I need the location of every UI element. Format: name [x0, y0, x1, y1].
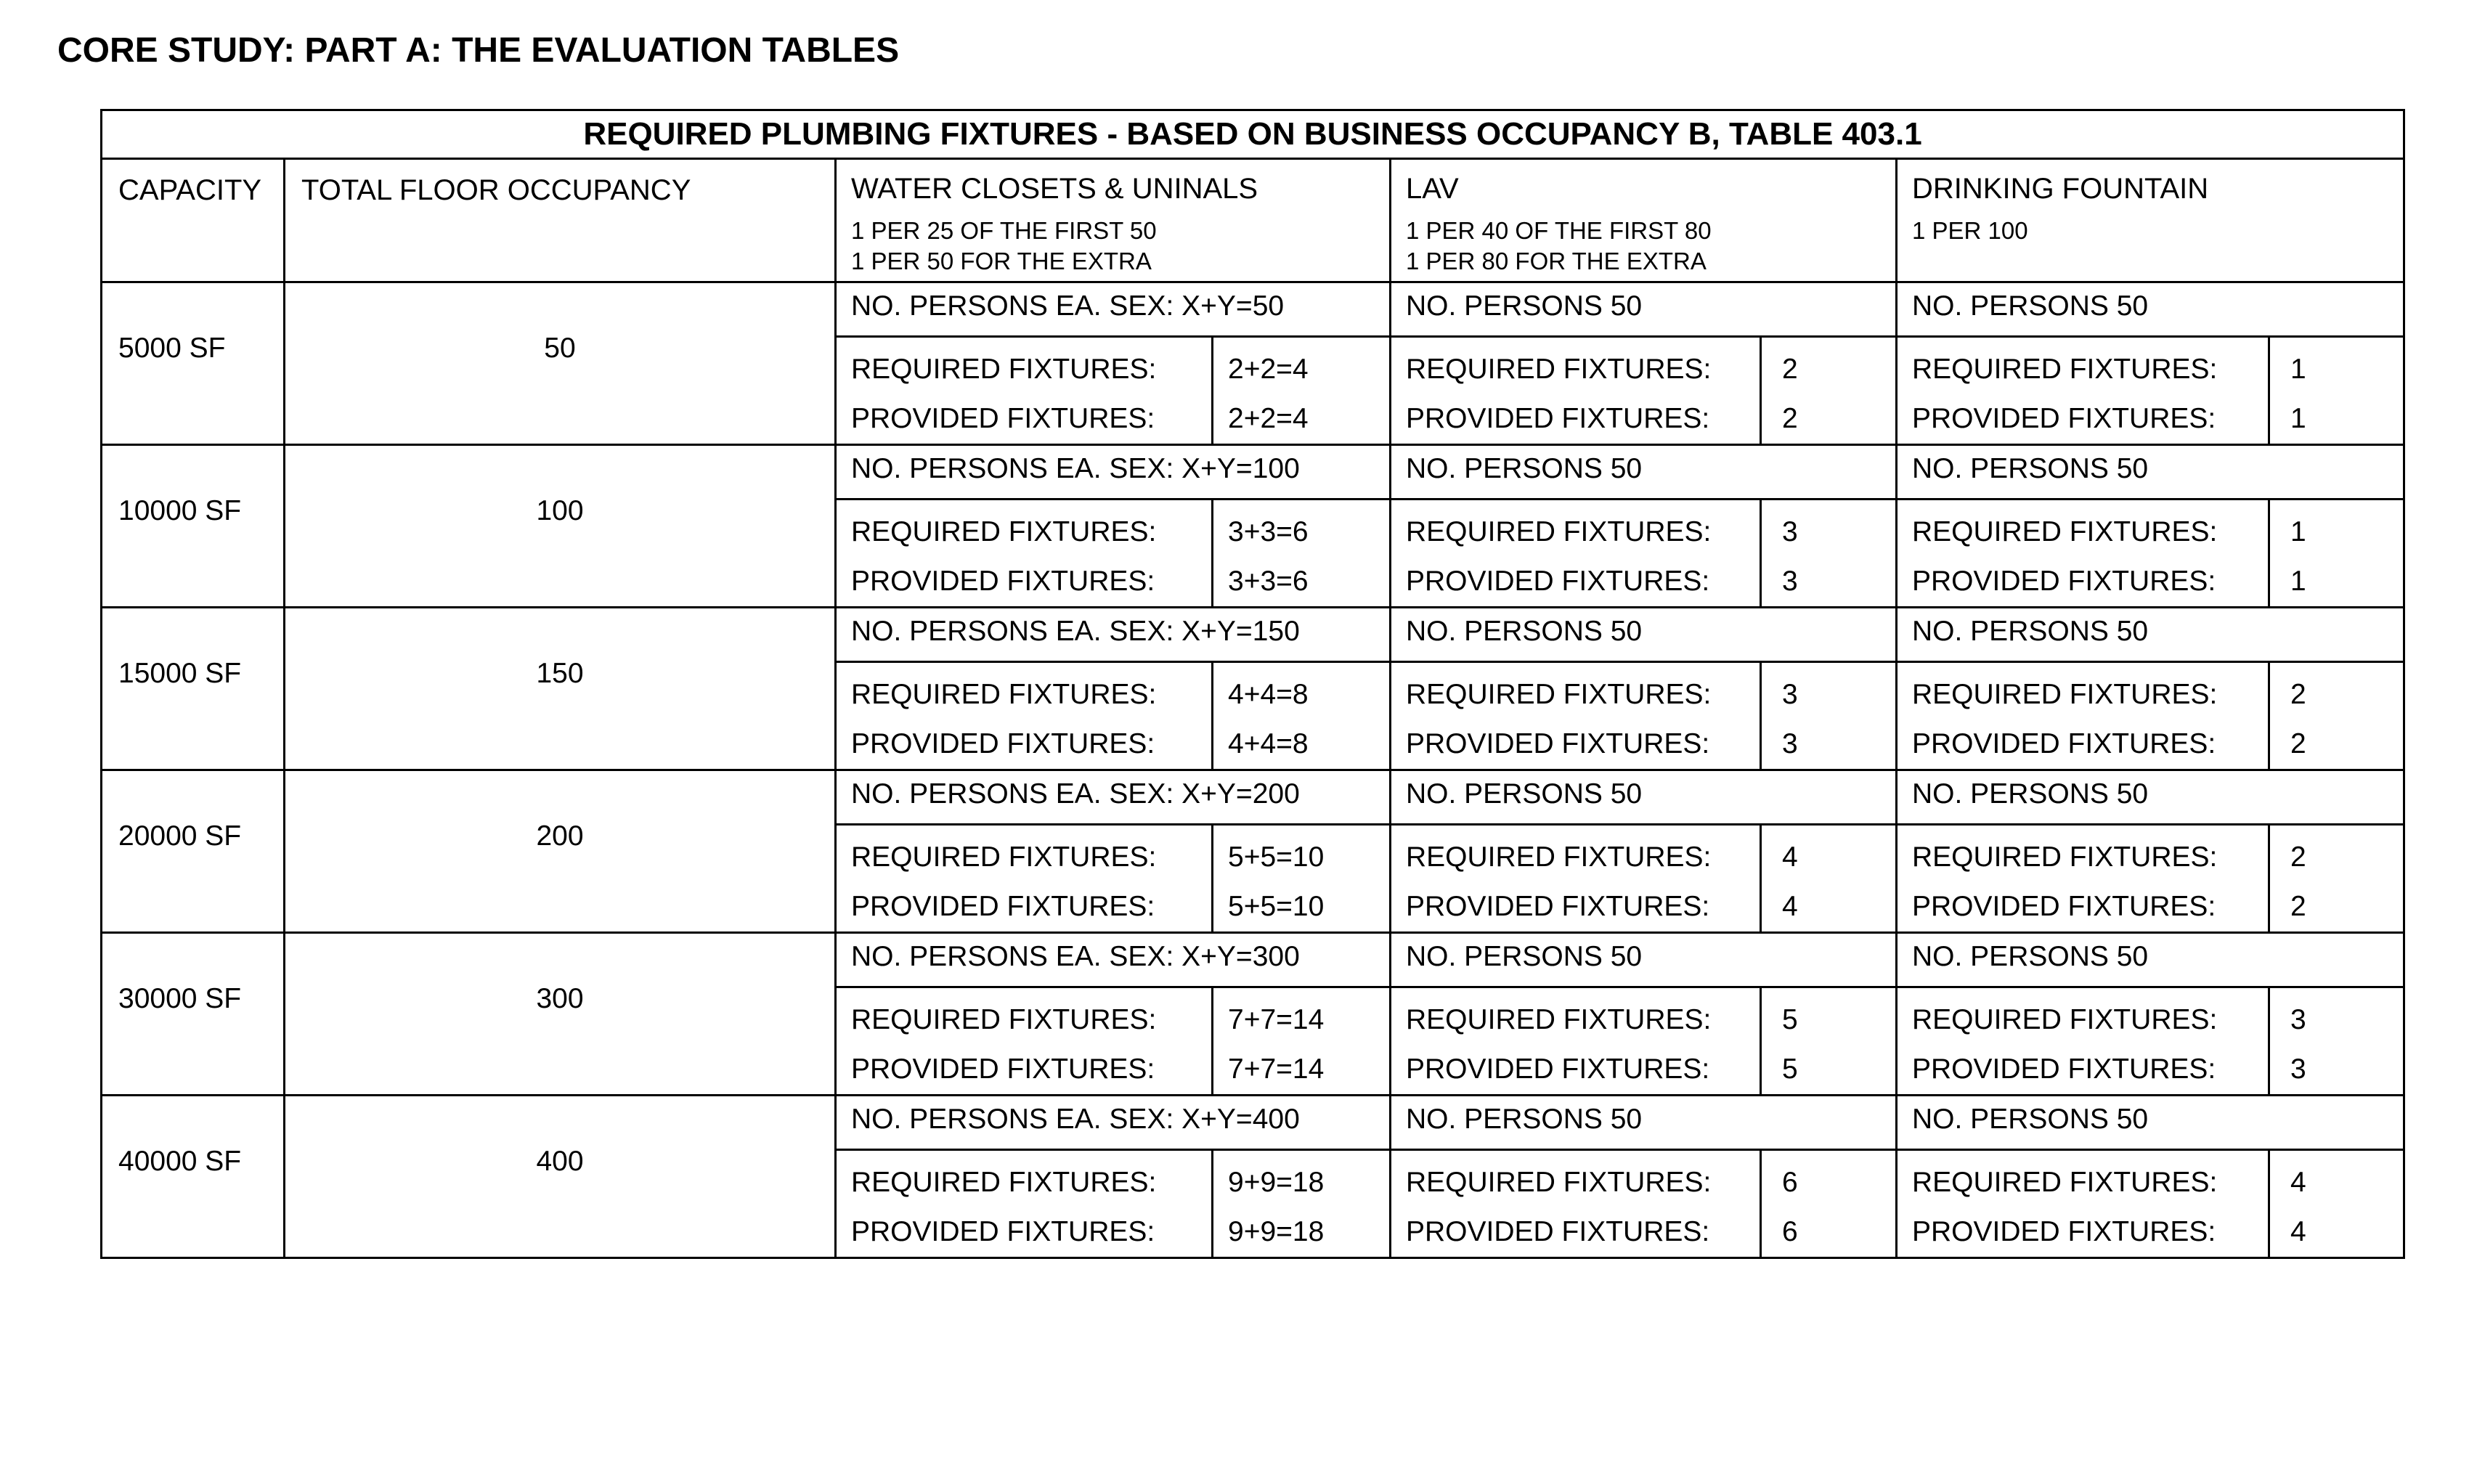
provided-fixtures-label: PROVIDED FIXTURES: — [1912, 1053, 2216, 1085]
lav-provided-value: 3 — [1782, 566, 1798, 597]
water-closets-labels — [836, 825, 1213, 933]
fountain-provided-value: 3 — [2290, 1053, 2306, 1085]
fountain-provided-value: 1 — [2290, 403, 2306, 434]
lav-labels — [1391, 662, 1761, 770]
fountain-persons: NO. PERSONS 50 — [1897, 608, 2404, 662]
table-row — [102, 1096, 2404, 1150]
fountain-values — [2269, 500, 2404, 608]
header-lav-rule-2: 1 PER 80 FOR THE EXTRA — [1406, 248, 1707, 274]
required-fixtures-label: REQUIRED FIXTURES: — [1406, 1167, 1712, 1198]
provided-fixtures-label: PROVIDED FIXTURES: — [1912, 728, 2216, 759]
header-lav-rule-1: 1 PER 40 OF THE FIRST 80 — [1406, 217, 1712, 244]
water-closets-provided-value: 4+4=8 — [1228, 728, 1309, 759]
capacity-cell: 15000 SF — [102, 608, 285, 770]
water-closets-required-value: 7+7=14 — [1228, 1004, 1325, 1035]
provided-fixtures-label: PROVIDED FIXTURES: — [1406, 403, 1710, 434]
fountain-persons: NO. PERSONS 50 — [1897, 1096, 2404, 1150]
fountain-persons: NO. PERSONS 50 — [1897, 770, 2404, 825]
table-row — [102, 282, 2404, 337]
provided-fixtures-label: PROVIDED FIXTURES: — [1406, 1053, 1710, 1085]
fountain-persons: NO. PERSONS 50 — [1897, 445, 2404, 500]
header-drinking-fountain-title: DRINKING FOUNTAIN — [1912, 173, 2209, 205]
lav-values — [1761, 500, 1897, 608]
lav-persons: NO. PERSONS 50 — [1391, 933, 1897, 987]
occupancy-cell: 300 — [285, 933, 836, 1096]
lav-required-value: 3 — [1782, 516, 1798, 547]
fountain-required-value: 1 — [2290, 516, 2306, 547]
lav-values — [1761, 825, 1897, 933]
required-fixtures-label: REQUIRED FIXTURES: — [1912, 679, 2218, 710]
water-closets-provided-value: 3+3=6 — [1228, 566, 1309, 597]
fountain-required-value: 1 — [2290, 354, 2306, 385]
water-closets-required-value: 2+2=4 — [1228, 354, 1309, 385]
page-title: CORE STUDY: PART A: THE EVALUATION TABLES — [57, 31, 900, 70]
lav-labels — [1391, 500, 1761, 608]
required-fixtures-label: REQUIRED FIXTURES: — [1406, 354, 1712, 385]
header-water-closets-title: WATER CLOSETS & UNINALS — [851, 173, 1258, 205]
required-fixtures-label: REQUIRED FIXTURES: — [851, 1004, 1157, 1035]
water-closets-persons: NO. PERSONS EA. SEX: X+Y=200 — [836, 770, 1391, 825]
required-fixtures-label: REQUIRED FIXTURES: — [851, 516, 1157, 547]
required-fixtures-label: REQUIRED FIXTURES: — [1912, 354, 2218, 385]
provided-fixtures-label: PROVIDED FIXTURES: — [851, 403, 1155, 434]
lav-required-value: 5 — [1782, 1004, 1798, 1035]
fountain-values — [2269, 825, 2404, 933]
lav-values — [1761, 662, 1897, 770]
fountain-persons: NO. PERSONS 50 — [1897, 282, 2404, 337]
lav-required-value: 2 — [1782, 354, 1798, 385]
required-fixtures-label: REQUIRED FIXTURES: — [1406, 679, 1712, 710]
lav-required-value: 6 — [1782, 1167, 1798, 1198]
lav-required-value: 3 — [1782, 679, 1798, 710]
required-fixtures-label: REQUIRED FIXTURES: — [851, 1167, 1157, 1198]
table-header-row — [102, 159, 2404, 282]
header-water-closets-rule-2: 1 PER 50 FOR THE EXTRA — [851, 248, 1152, 274]
table-banner: REQUIRED PLUMBING FIXTURES - BASED ON BUSINESS OCCUPANCY B, TABLE 403.1 — [102, 110, 2404, 159]
fountain-values — [2269, 1150, 2404, 1258]
occupancy-cell: 50 — [285, 282, 836, 445]
required-fixtures-label: REQUIRED FIXTURES: — [1406, 1004, 1712, 1035]
header-water-closets — [836, 159, 1391, 282]
water-closets-values — [1213, 987, 1391, 1096]
provided-fixtures-label: PROVIDED FIXTURES: — [1912, 1216, 2216, 1247]
lav-values — [1761, 987, 1897, 1096]
water-closets-values — [1213, 1150, 1391, 1258]
fountain-provided-value: 4 — [2290, 1216, 2306, 1247]
fountain-labels — [1897, 987, 2269, 1096]
fountain-required-value: 3 — [2290, 1004, 2306, 1035]
water-closets-provided-value: 9+9=18 — [1228, 1216, 1325, 1247]
capacity-cell: 10000 SF — [102, 445, 285, 608]
required-fixtures-label: REQUIRED FIXTURES: — [1912, 841, 2218, 873]
lav-required-value: 4 — [1782, 841, 1798, 873]
required-fixtures-label: REQUIRED FIXTURES: — [1912, 1167, 2218, 1198]
provided-fixtures-label: PROVIDED FIXTURES: — [1912, 566, 2216, 597]
fountain-values — [2269, 337, 2404, 445]
fountain-labels — [1897, 337, 2269, 445]
fountain-provided-value: 1 — [2290, 566, 2306, 597]
capacity-cell: 30000 SF — [102, 933, 285, 1096]
capacity-cell: 5000 SF — [102, 282, 285, 445]
occupancy-cell: 150 — [285, 608, 836, 770]
required-fixtures-label: REQUIRED FIXTURES: — [851, 354, 1157, 385]
provided-fixtures-label: PROVIDED FIXTURES: — [1406, 728, 1710, 759]
header-lav — [1391, 159, 1897, 282]
water-closets-required-value: 3+3=6 — [1228, 516, 1309, 547]
water-closets-required-value: 4+4=8 — [1228, 679, 1309, 710]
lav-provided-value: 2 — [1782, 403, 1798, 434]
header-occupancy-label: TOTAL FLOOR OCCUPANCY — [301, 174, 691, 206]
required-fixtures-label: REQUIRED FIXTURES: — [1912, 516, 2218, 547]
plumbing-fixtures-table — [100, 109, 2405, 1259]
water-closets-persons: NO. PERSONS EA. SEX: X+Y=50 — [836, 282, 1391, 337]
water-closets-persons: NO. PERSONS EA. SEX: X+Y=100 — [836, 445, 1391, 500]
header-drinking-fountain — [1897, 159, 2404, 282]
provided-fixtures-label: PROVIDED FIXTURES: — [851, 728, 1155, 759]
fountain-labels — [1897, 825, 2269, 933]
water-closets-values — [1213, 662, 1391, 770]
required-fixtures-label: REQUIRED FIXTURES: — [1406, 516, 1712, 547]
lav-values — [1761, 1150, 1897, 1258]
provided-fixtures-label: PROVIDED FIXTURES: — [851, 1216, 1155, 1247]
provided-fixtures-label: PROVIDED FIXTURES: — [1912, 891, 2216, 922]
header-water-closets-rule-1: 1 PER 25 OF THE FIRST 50 — [851, 217, 1157, 244]
water-closets-persons: NO. PERSONS EA. SEX: X+Y=150 — [836, 608, 1391, 662]
table-row — [102, 445, 2404, 500]
lav-labels — [1391, 987, 1761, 1096]
water-closets-values — [1213, 500, 1391, 608]
provided-fixtures-label: PROVIDED FIXTURES: — [1406, 1216, 1710, 1247]
lav-provided-value: 6 — [1782, 1216, 1798, 1247]
provided-fixtures-label: PROVIDED FIXTURES: — [1406, 891, 1710, 922]
water-closets-provided-value: 5+5=10 — [1228, 891, 1325, 922]
lav-persons: NO. PERSONS 50 — [1391, 608, 1897, 662]
provided-fixtures-label: PROVIDED FIXTURES: — [851, 891, 1155, 922]
fountain-required-value: 2 — [2290, 841, 2306, 873]
water-closets-provided-value: 7+7=14 — [1228, 1053, 1325, 1085]
capacity-cell: 20000 SF — [102, 770, 285, 933]
lav-persons: NO. PERSONS 50 — [1391, 1096, 1897, 1150]
water-closets-values — [1213, 825, 1391, 933]
provided-fixtures-label: PROVIDED FIXTURES: — [851, 566, 1155, 597]
lav-labels — [1391, 825, 1761, 933]
water-closets-labels — [836, 1150, 1213, 1258]
occupancy-cell: 100 — [285, 445, 836, 608]
lav-persons: NO. PERSONS 50 — [1391, 770, 1897, 825]
water-closets-persons: NO. PERSONS EA. SEX: X+Y=300 — [836, 933, 1391, 987]
header-capacity — [102, 159, 285, 282]
lav-labels — [1391, 1150, 1761, 1258]
table-row — [102, 608, 2404, 662]
header-drinking-fountain-rule-1: 1 PER 100 — [1912, 217, 2028, 244]
lav-values — [1761, 337, 1897, 445]
fountain-values — [2269, 987, 2404, 1096]
provided-fixtures-label: PROVIDED FIXTURES: — [1912, 403, 2216, 434]
water-closets-labels — [836, 500, 1213, 608]
provided-fixtures-label: PROVIDED FIXTURES: — [1406, 566, 1710, 597]
table-row — [102, 933, 2404, 987]
lav-persons: NO. PERSONS 50 — [1391, 282, 1897, 337]
required-fixtures-label: REQUIRED FIXTURES: — [1406, 841, 1712, 873]
fountain-provided-value: 2 — [2290, 728, 2306, 759]
water-closets-values — [1213, 337, 1391, 445]
fountain-required-value: 4 — [2290, 1167, 2306, 1198]
fountain-labels — [1897, 500, 2269, 608]
lav-provided-value: 3 — [1782, 728, 1798, 759]
table-row — [102, 770, 2404, 825]
water-closets-provided-value: 2+2=4 — [1228, 403, 1309, 434]
required-fixtures-label: REQUIRED FIXTURES: — [851, 679, 1157, 710]
occupancy-cell: 400 — [285, 1096, 836, 1258]
lav-provided-value: 4 — [1782, 891, 1798, 922]
water-closets-labels — [836, 337, 1213, 445]
fountain-labels — [1897, 1150, 2269, 1258]
water-closets-required-value: 5+5=10 — [1228, 841, 1325, 873]
header-capacity-label: CAPACITY — [118, 174, 262, 206]
fountain-required-value: 2 — [2290, 679, 2306, 710]
required-fixtures-label: REQUIRED FIXTURES: — [1912, 1004, 2218, 1035]
lav-provided-value: 5 — [1782, 1053, 1798, 1085]
fountain-labels — [1897, 662, 2269, 770]
lav-persons: NO. PERSONS 50 — [1391, 445, 1897, 500]
fountain-provided-value: 2 — [2290, 891, 2306, 922]
occupancy-cell: 200 — [285, 770, 836, 933]
water-closets-labels — [836, 987, 1213, 1096]
provided-fixtures-label: PROVIDED FIXTURES: — [851, 1053, 1155, 1085]
header-lav-title: LAV — [1406, 173, 1459, 205]
fountain-values — [2269, 662, 2404, 770]
capacity-cell: 40000 SF — [102, 1096, 285, 1258]
water-closets-labels — [836, 662, 1213, 770]
water-closets-persons: NO. PERSONS EA. SEX: X+Y=400 — [836, 1096, 1391, 1150]
fountain-persons: NO. PERSONS 50 — [1897, 933, 2404, 987]
lav-labels — [1391, 337, 1761, 445]
required-fixtures-label: REQUIRED FIXTURES: — [851, 841, 1157, 873]
header-occupancy — [285, 159, 836, 282]
water-closets-required-value: 9+9=18 — [1228, 1167, 1325, 1198]
